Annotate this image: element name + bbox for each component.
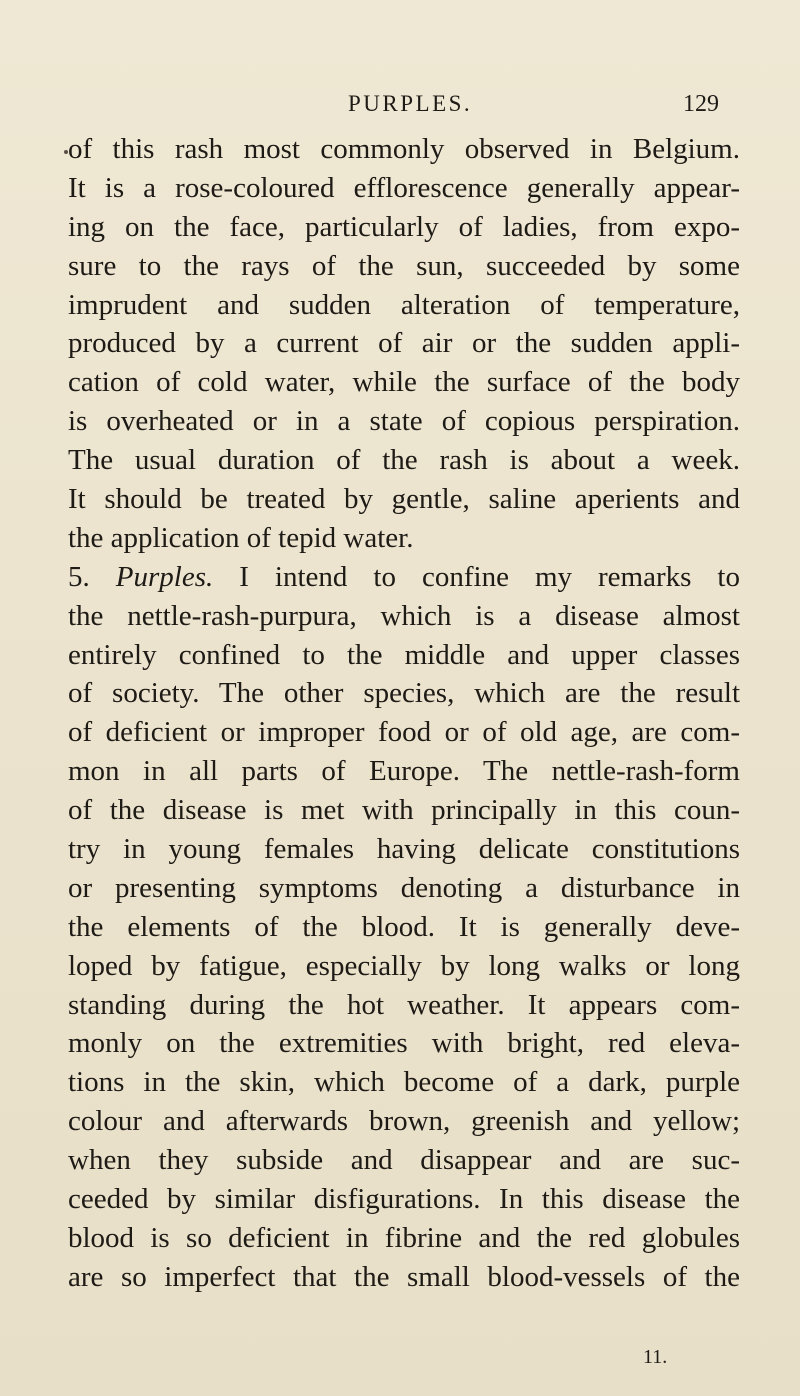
- signature-mark: 11.: [643, 1346, 668, 1368]
- running-head: [0, 84, 800, 124]
- text-line: ing on the face, particularly of ladies, from expo-: [68, 210, 740, 243]
- text-line: when they subside and disappear and are suc-: [68, 1144, 740, 1177]
- text-line: The usual duration of the rash is about a week.: [68, 444, 740, 477]
- text-line: the nettle-rash-purpura, which is a disease almost: [68, 599, 740, 632]
- running-title: PURPLES.: [348, 91, 473, 116]
- text-line: colour and afterwards brown, greenish and yellow;: [68, 1105, 740, 1138]
- text-line: sure to the rays of the sun, succeeded by some: [68, 249, 740, 282]
- text-line: loped by fatigue, especially by long walks or long: [68, 949, 740, 982]
- text-line: the elements of the blood. It is generally deve-: [68, 910, 740, 943]
- text-line: mon in all parts of Europe. The nettle-rash-form: [68, 755, 740, 788]
- text-line: of this rash most commonly observed in Belgium.: [68, 133, 740, 165]
- text-line: of deficient or improper food or of old age, are com-: [68, 716, 740, 749]
- text-line: produced by a current of air or the sudden appli-: [68, 327, 740, 360]
- section-start-line: [68, 558, 740, 597]
- text-line: cation of cold water, while the surface of the body: [68, 366, 740, 399]
- text-line: ceeded by similar disfigurations. In this disease the: [68, 1183, 740, 1216]
- paragraph-end-line: the application of tepid water.: [68, 521, 414, 554]
- page-number: 129: [683, 91, 719, 117]
- text-line: standing during the hot weather. It appears com-: [68, 988, 740, 1021]
- text-line: blood is so deficient in fibrine and the red globules: [68, 1221, 740, 1254]
- text-line: tions in the skin, which become of a dark, purple: [68, 1066, 740, 1099]
- text-line: is overheated or in a state of copious perspiration.: [68, 405, 740, 438]
- body-text: [68, 130, 740, 1297]
- text-line: monly on the extremities with bright, red eleva-: [68, 1027, 740, 1060]
- text-line: It should be treated by gentle, saline aperients and: [68, 483, 740, 516]
- text-line: imprudent and sudden alteration of temperature,: [68, 288, 740, 321]
- text-line: of the disease is met with principally in this coun-: [68, 794, 740, 827]
- text-line: of society. The other species, which are the result: [68, 677, 740, 710]
- section-number: 5.: [68, 560, 90, 593]
- text-line: entirely confined to the middle and upper classes: [68, 638, 740, 671]
- text-line: try in young females having delicate constitutions: [68, 833, 740, 866]
- text-line: It is a rose-coloured efflorescence generally appear-: [68, 171, 740, 204]
- text-line: are so imperfect that the small blood-vessels of the: [68, 1260, 740, 1293]
- section-heading: Purples.: [115, 560, 214, 593]
- text-line: or presenting symptoms denoting a disturbance in: [68, 871, 740, 904]
- section-start-text: I intend to confine my remarks to: [239, 560, 740, 593]
